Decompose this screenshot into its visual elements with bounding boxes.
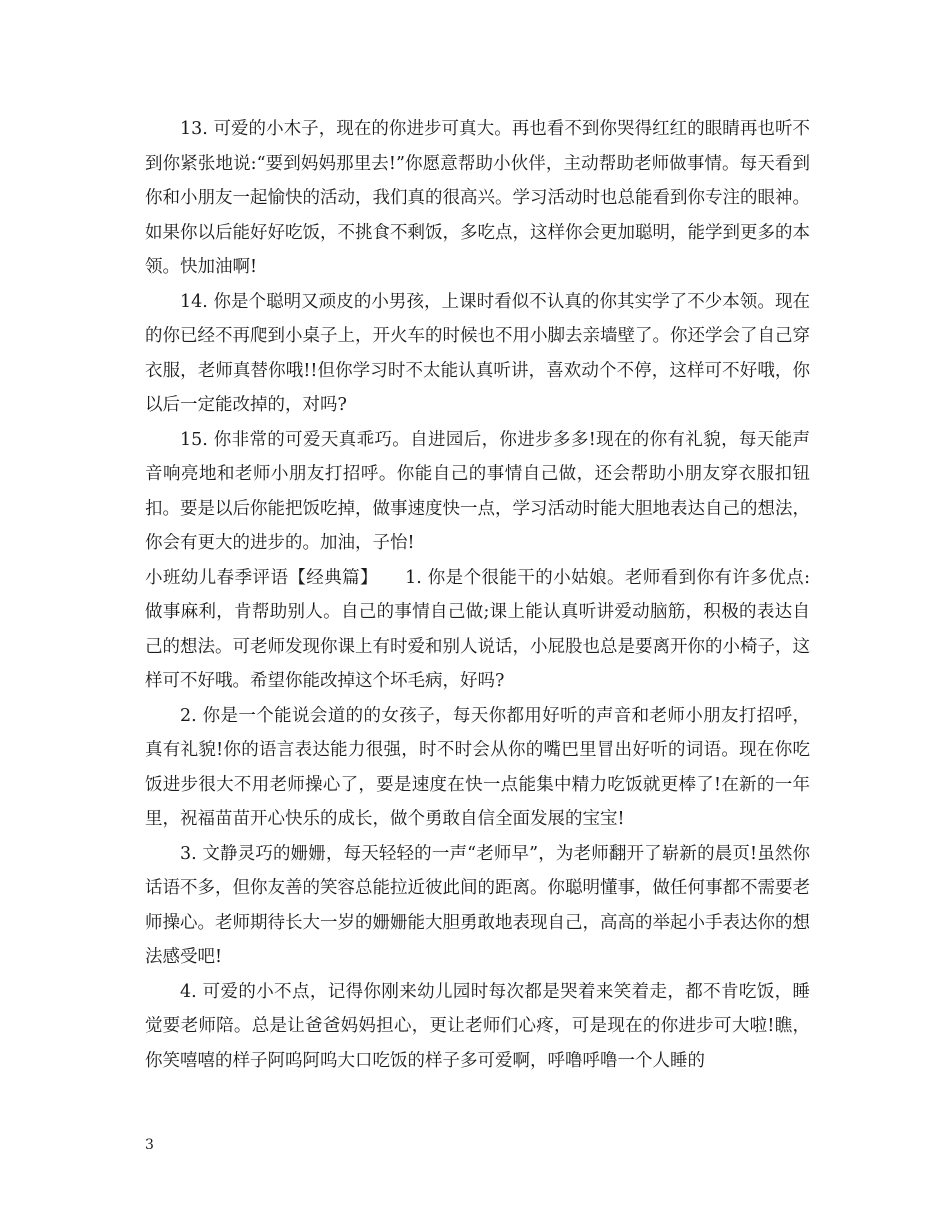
document-body (145, 112, 810, 1078)
page-number: 3 (145, 1137, 154, 1153)
paragraph-14: 14. 你是个聪明又顽皮的小男孩，上课时看似不认真的你其实学了不少本领。现在的你已经不再爬到小桌子上，开火车的时候也不用小脚去亲墙壁了。你还学会了自己穿衣服，老师真替你哦!!但你学习时不太能认真听讲，喜欢动个不停，这样可不好哦，你以后一定能改掉的，对吗? (145, 291, 810, 415)
paragraph-2: 2. 你是一个能说会道的的女孩子，每天你都用好听的声音和老师小朋友打招呼，真有礼貌!你的语言表达能力很强，时不时会从你的嘴巴里冒出好听的词语。现在你吃饭进步很大不用老师操心了，要是速度在快一点能集中精力吃饭就更棒了!在新的一年里，祝福苗苗开心快乐的成长，做个勇敢自信全面发展的宝宝! (145, 705, 810, 829)
paragraph-15: 15. 你非常的可爱天真乖巧。自进园后，你进步多多!现在的你有礼貌，每天能声音响亮地和老师小朋友打招呼。你能自己的事情自己做，还会帮助小朋友穿衣服扣钮扣。要是以后你能把饭吃掉，做事速度快一点，学习活动时能大胆地表达自己的想法，你会有更大的进步的。加油，子怡! (145, 429, 810, 553)
section-heading-paragraph-1: 小班幼儿春季评语【经典篇】 1. 你是个很能干的小姑娘。老师看到你有许多优点:做事麻利，肯帮助别人。自己的事情自己做;课上能认真听讲爱动脑筋，积极的表达自己的想法。可老师发现你课上有时爱和别人说话，小屁股也总是要离开你的小椅子，这样可不好哦。希望你能改掉这个坏毛病，好吗? (145, 567, 810, 691)
paragraph-4: 4. 可爱的小不点，记得你刚来幼儿园时每次都是哭着来笑着走，都不肯吃饭，睡觉要老师陪。总是让爸爸妈妈担心，更让老师们心疼，可是现在的你进步可大啦!瞧，你笑嘻嘻的样子阿呜阿呜大口吃饭的样子多可爱啊，呼噜呼噜一个人睡的 (145, 981, 810, 1071)
paragraph-13: 13. 可爱的小木子，现在的你进步可真大。再也看不到你哭得红红的眼睛再也听不到你紧张地说:“要到妈妈那里去!”你愿意帮助小伙伴，主动帮助老师做事情。每天看到你和小朋友一起愉快的活动，我们真的很高兴。学习活动时也总能看到你专注的眼神。如果你以后能好好吃饭，不挑食不剩饭，多吃点，这样你会更加聪明，能学到更多的本领。快加油啊! (145, 119, 810, 277)
paragraph-3: 3. 文静灵巧的姗姗，每天轻轻的一声“老师早”，为老师翻开了崭新的晨页!虽然你话语不多，但你友善的笑容总能拉近彼此间的距离。你聪明懂事，做任何事都不需要老师操心。老师期待长大一岁的姗姗能大胆勇敢地表现自己，高高的举起小手表达你的想法感受吧! (145, 843, 810, 967)
